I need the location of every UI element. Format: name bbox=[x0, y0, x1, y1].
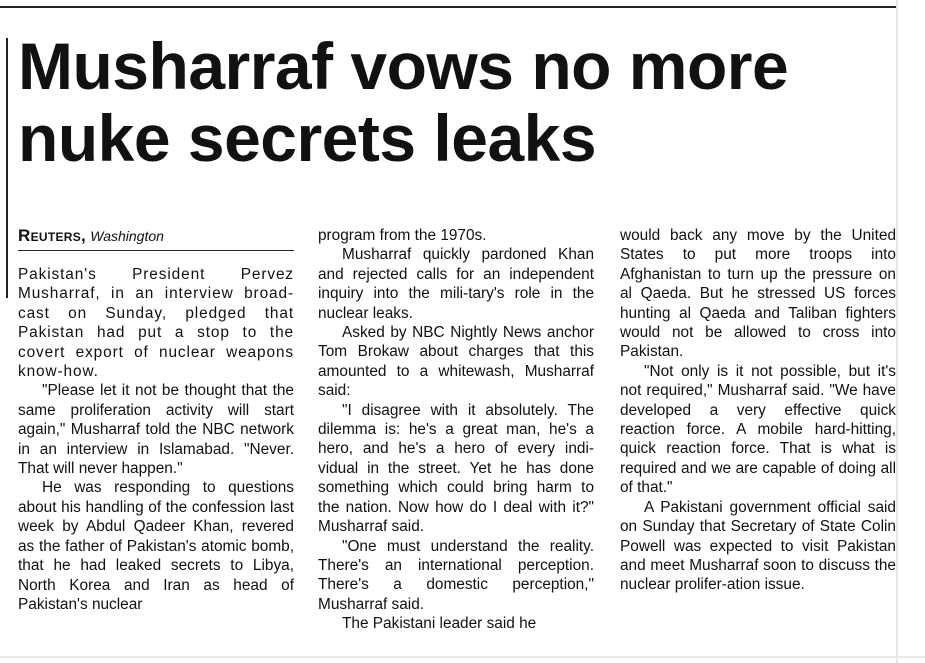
paragraph: Musharraf quickly pardoned Khan and rejected calls for an independent inquiry into the mili-tary's role in the nuclear leaks. bbox=[318, 246, 594, 322]
byline-dateline: Washington bbox=[90, 228, 164, 244]
paragraph: Pakistan's President Pervez Musharraf, in an interview broad-cast on Sunday, pledged that Pakistan had put a stop to the covert export of nuclear weapons know-how. bbox=[18, 266, 294, 381]
headline: Musharraf vows no more nuke secrets leaks bbox=[18, 29, 789, 175]
paragraph: "Not only is it not possible, but it's not required," Musharraf said. "We have developed a very effective quick reaction force. A mobile hard-hitting, quick reaction force. That is what is required and we are capable of doing all of that." bbox=[620, 362, 896, 497]
paragraph: would back any move by the United States to put more troops into Afghanistan to turn up the pressure on al Qaeda. But he stressed US forces hunting al Qaeda and Taliban fighters would not be allowed to cross into Pakistan. bbox=[620, 227, 896, 361]
paragraph: He was responding to questions about his handling of the confession last week by Abdul Qadeer Khan, revered as the father of Pakistan's atomic bomb, that he had leaked secrets to Libya, North Korea and Iran as head of Pakistan's nuclear bbox=[18, 479, 294, 613]
paragraph: "I disagree with it absolutely. The dilemma is: he's a great man, he's a hero, and he's a hero of every indi-vidual in the street. Yet he has done something which could bring harm to the nation. Now how do I deal with it?" Musharraf said. bbox=[318, 401, 594, 536]
paragraph: Asked by NBC Nightly News anchor Tom Brokaw about charges that this amounted to a whitewash, Musharraf said: bbox=[318, 324, 594, 400]
column-1 bbox=[18, 226, 294, 614]
paragraph: program from the 1970s. bbox=[318, 227, 487, 244]
byline bbox=[18, 226, 294, 251]
paragraph: A Pakistani government official said on Sunday that Secretary of State Colin Powell was expected to visit Pakistan and meet Musharraf soon to discuss the nuclear prolifer-ation issue. bbox=[620, 498, 896, 594]
column-3 bbox=[620, 226, 896, 595]
column-2 bbox=[318, 226, 594, 634]
bottom-edge-shadow bbox=[0, 656, 925, 658]
top-rule bbox=[0, 6, 896, 8]
paragraph: "Please let it not be thought that the same proliferation activity will start again," Musharraf told the NBC network in an interview in Islamabad. "Never. That will never happen." bbox=[18, 382, 294, 478]
paragraph: The Pakistani leader said he bbox=[342, 615, 537, 633]
paragraph: "One must understand the reality. There's an international perception. There's a domestic perception," Musharraf said. bbox=[318, 537, 594, 613]
left-rule bbox=[6, 38, 8, 298]
byline-agency: Reuters, bbox=[18, 226, 87, 245]
